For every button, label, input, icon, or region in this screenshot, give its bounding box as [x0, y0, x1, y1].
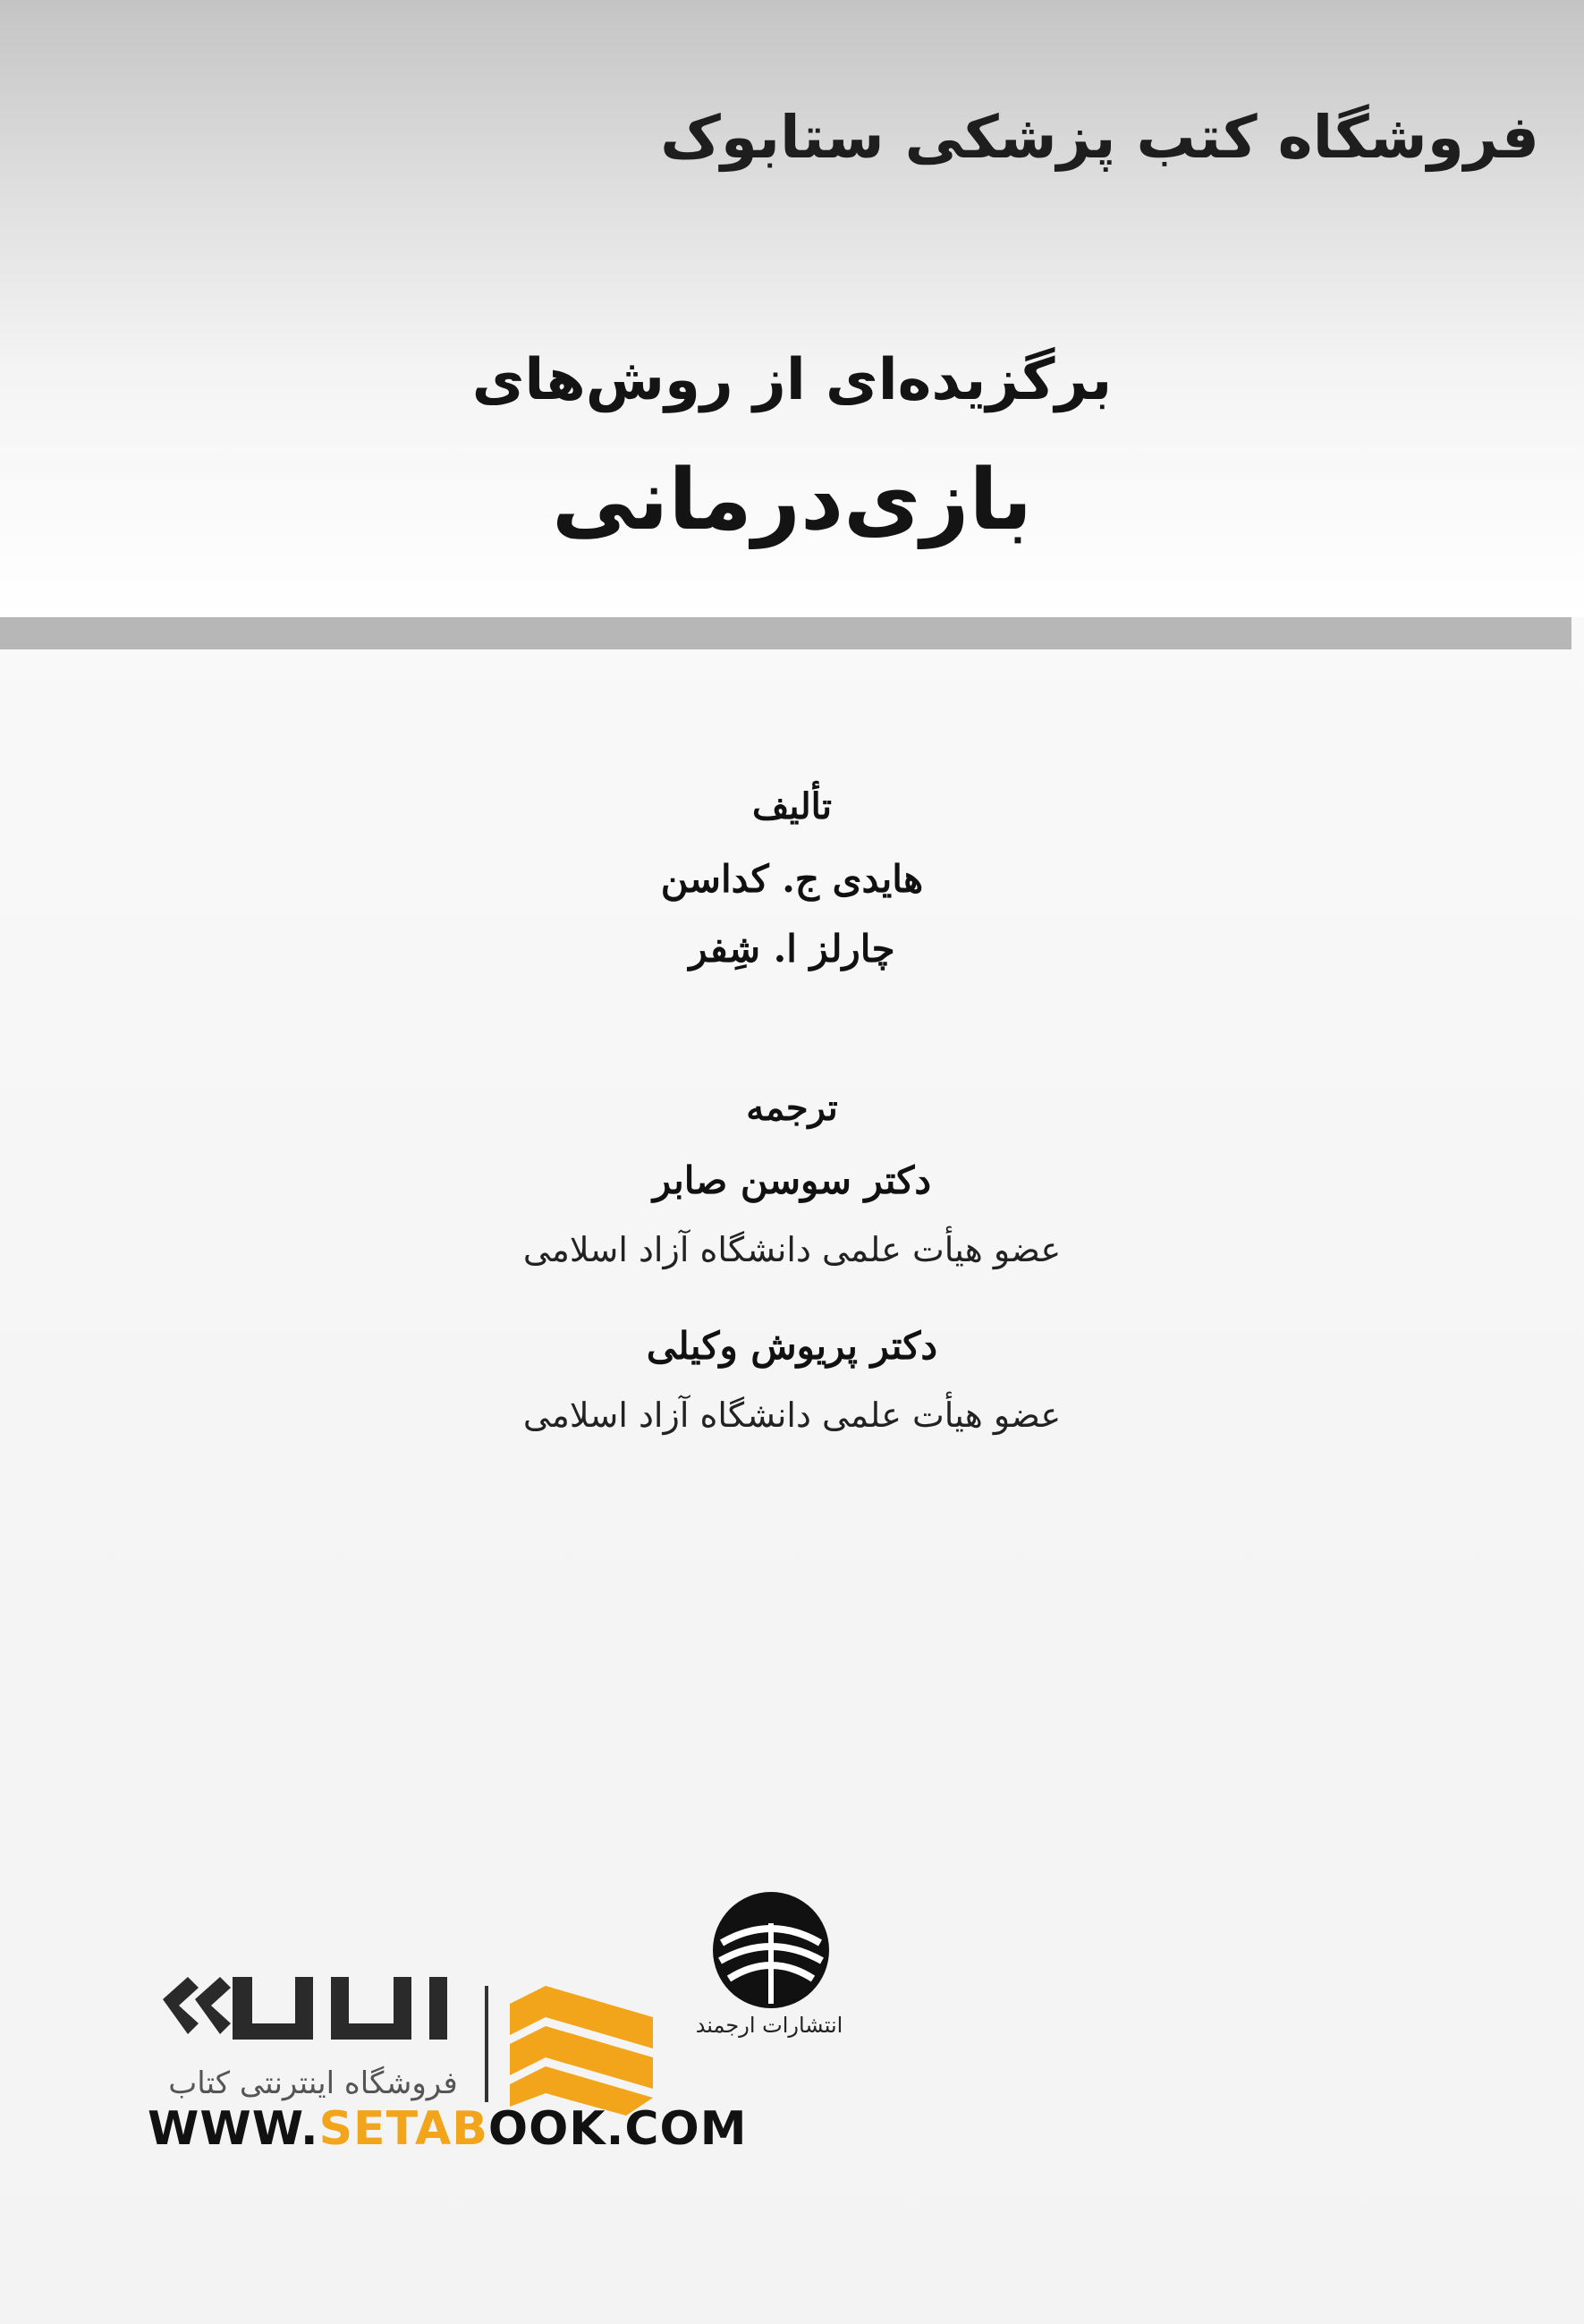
author-name-2: چارلز ا. شِفر	[689, 927, 895, 971]
translator-name-2: دکتر پریوش وکیلی	[646, 1324, 938, 1368]
logo-separator	[485, 1986, 488, 2102]
setabook-tagline: فروشگاه اینترنتی کتاب	[168, 2065, 458, 2101]
header-divider	[0, 617, 1571, 649]
setabook-wordmark-icon	[233, 1977, 447, 2040]
store-title: فروشگاه کتب پزشکی ستابوک	[660, 103, 1539, 172]
website-suffix: OOK.COM	[487, 2102, 748, 2156]
publisher-name: انتشارات ارجمند	[695, 2013, 843, 2038]
website-accent: SETAB	[318, 2102, 488, 2156]
book-icon	[510, 1986, 653, 2116]
website-prefix: WWW.	[148, 2102, 319, 2156]
translator-affiliation-2: عضو هیأت علمی دانشگاه آزاد اسلامی	[522, 1395, 1062, 1435]
book-title-line-2: بازی‌درمانی	[551, 452, 1033, 549]
book-title-line-1: برگزیده‌ای از روش‌های	[471, 347, 1113, 413]
website-url	[148, 2102, 747, 2156]
chevron-left-icon	[163, 1977, 231, 2034]
translators-role-label: ترجمه	[746, 1087, 838, 1129]
authors-role-label: تألیف	[752, 785, 832, 827]
translator-affiliation-1: عضو هیأت علمی دانشگاه آزاد اسلامی	[522, 1230, 1062, 1269]
translator-name-1: دکتر سوسن صابر	[652, 1158, 932, 1202]
author-name-1: هایدی ج. کداسن	[660, 857, 924, 901]
